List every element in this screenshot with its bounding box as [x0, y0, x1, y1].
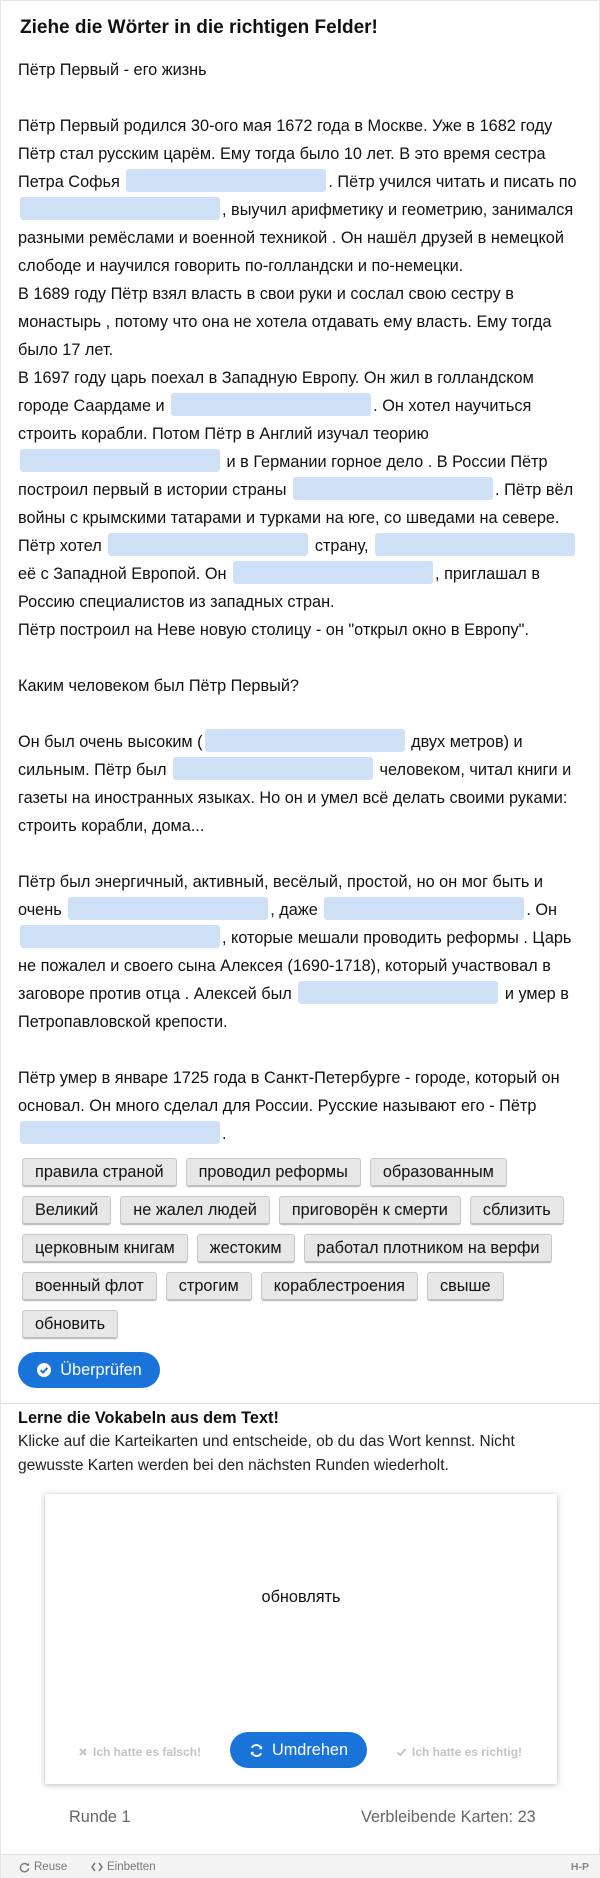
reuse-icon [19, 1862, 30, 1873]
text-span: . Пётр вёл войны с крымскими татарами и турками на юге, со шведами на севере. [18, 481, 574, 527]
drop-zone-8[interactable] [233, 561, 433, 584]
footer-bar [1, 1854, 600, 1878]
spacer [18, 84, 586, 112]
text-span: и умер в Петропавловской крепости. [18, 985, 569, 1031]
check-circle-icon [36, 1362, 52, 1378]
word-chip[interactable]: проводил реформы [186, 1158, 361, 1187]
embed-link[interactable] [91, 1861, 156, 1873]
text-span: , выучил арифметику и геометрию, занимался разными ремёслами и военной техникой . Он нашёл друзей в немецкой слободе и научился говорить по-голландски и по-немецки. [18, 201, 574, 275]
text-span: Пётр Первый родился 30-ого мая 1672 года в Москве. Уже в 1682 году Пётр стал русским царём. Ему тогда было 10 лет. В это время сестра Петра Софья [18, 117, 553, 191]
word-chip[interactable]: работал плотником на верфи [304, 1234, 553, 1263]
spacer [18, 644, 586, 672]
paragraph-1689: В 1689 году Пётр взял власть в свои руки и сослал свою сестру в монастырь , потому что она не хотела отдавать ему власть. Ему тогда было 17 лет. [18, 285, 552, 359]
flip-button[interactable] [230, 1732, 367, 1768]
text-span: , даже [270, 901, 318, 919]
spacer [18, 840, 586, 868]
drop-zone-6[interactable] [108, 533, 308, 556]
right-button[interactable] [396, 1745, 522, 1759]
flip-button-label: Umdrehen [271, 1740, 349, 1759]
word-chip[interactable]: правила страной [22, 1158, 177, 1187]
drop-zone-3[interactable] [171, 393, 371, 416]
flashcard-word: обновлять [261, 1588, 341, 1606]
word-bank [18, 1158, 588, 1339]
drop-zone-5[interactable] [293, 477, 493, 500]
reuse-label: Reuse [34, 1861, 68, 1873]
paragraph-reform [18, 532, 586, 616]
word-chip[interactable]: жестоким [197, 1234, 295, 1263]
word-chip[interactable]: приговорён к смерти [279, 1196, 461, 1225]
section-divider [1, 1403, 600, 1404]
wrong-button[interactable] [78, 1745, 201, 1759]
text-span: . Он [526, 901, 558, 919]
drop-zone-7[interactable] [375, 533, 575, 556]
drop-zone-11[interactable] [68, 897, 268, 920]
text-span: и в Германии горное дело . В России Пётр построил первый в истории страны [18, 453, 548, 499]
cross-icon [78, 1747, 88, 1757]
drop-zone-10[interactable] [173, 757, 373, 780]
text-span: В 1697 году царь поехал в Западную Европу. Он жил в голландском городе Саардаме и [18, 369, 534, 415]
refresh-icon [249, 1743, 264, 1758]
text-span: . Пётр учился читать и писать по [328, 173, 577, 191]
drop-zone-2[interactable] [20, 197, 220, 220]
reuse-link[interactable] [19, 1861, 67, 1873]
checkmark-icon [396, 1747, 407, 1757]
drop-zone-14[interactable] [298, 981, 498, 1004]
question-heading: Каким человеком был Пётр Первый? [18, 677, 299, 695]
drop-zone-12[interactable] [324, 897, 524, 920]
spacer [18, 1036, 586, 1064]
word-chip[interactable]: сблизить [470, 1196, 564, 1225]
paragraph-life [18, 112, 586, 280]
spacer [18, 700, 586, 728]
exercise-title: Ziehe die Wörter in die richtigen Felder! [20, 17, 378, 38]
embed-label: Einbetten [107, 1861, 156, 1873]
remaining-cards: Verbleibende Karten: 23 [361, 1808, 536, 1826]
flashcard[interactable] [45, 1494, 557, 1784]
text-span: человеком, читал книги и газеты на иностранных языках. Но он и умел всё делать своими руками: строить корабли, дома... [18, 761, 572, 835]
paragraph-1697 [18, 364, 586, 532]
exercise-text [18, 56, 586, 1148]
text-span: Пётр хотел [18, 537, 102, 555]
code-icon [91, 1862, 103, 1872]
right-button-label: Ich hatte es richtig! [412, 1745, 523, 1759]
drop-zone-4[interactable] [20, 449, 220, 472]
word-chip[interactable]: строгим [166, 1272, 252, 1301]
word-chip[interactable]: военный флот [22, 1272, 157, 1301]
text-span: , приглашал в Россию специалистов из западных стран. [18, 565, 540, 611]
wrong-button-label: Ich hatte es falsch! [93, 1745, 202, 1759]
word-chip[interactable]: кораблестроения [261, 1272, 418, 1301]
text-heading: Пётр Первый - его жизнь [18, 61, 207, 79]
text-span: Пётр был энергичный, активный, весёлый, простой, но он мог быть и очень [18, 873, 544, 919]
text-span: двух метров) и сильным. Пётр был [18, 733, 523, 779]
paragraph-death [18, 1064, 586, 1148]
word-chip[interactable]: обновить [22, 1310, 118, 1339]
text-span: страну, [314, 537, 369, 555]
drop-zone-15[interactable] [20, 1121, 220, 1144]
paragraph-temper [18, 868, 586, 1036]
drop-zone-9[interactable] [205, 729, 405, 752]
text-span: , которые мешали проводить реформы . Царь не пожалел и своего сына Алексея (1690-1718), который участвовал в заговоре против отца . Алексей был [18, 929, 572, 1003]
text-span: . Он хотел научиться строить корабли. Потом Пётр в Англий изучал теорию [18, 397, 532, 443]
vocab-title: Lerne die Vokabeln aus dem Text! [18, 1409, 279, 1427]
drop-zone-13[interactable] [20, 925, 220, 948]
paragraph-character [18, 728, 586, 840]
text-span: . [222, 1125, 227, 1143]
word-chip[interactable]: церковным книгам [22, 1234, 188, 1263]
h5p-logo[interactable]: H-P [570, 1861, 589, 1873]
word-chip[interactable]: образованным [370, 1158, 507, 1187]
word-chip[interactable]: Великий [22, 1196, 111, 1225]
check-button[interactable] [18, 1352, 160, 1388]
drop-zone-1[interactable] [126, 169, 326, 192]
word-chip[interactable]: свыше [427, 1272, 504, 1301]
text-span: её с Западной Европой. Он [18, 565, 227, 583]
word-chip[interactable]: не жалел людей [120, 1196, 270, 1225]
paragraph-capital: Пётр построил на Неве новую столицу - он "открыл окно в Европу". [18, 621, 529, 639]
text-span: Он был очень высоким ( [18, 733, 203, 751]
vocab-description: Klicke auf die Karteikarten und entscheide, ob du das Wort kennst. Nicht gewusste Karten werden bei den nächsten Runden wiederholt. [18, 1433, 515, 1474]
round-counter: Runde 1 [69, 1808, 131, 1826]
text-span: Пётр умер в январе 1725 года в Санкт-Петербурге - городе, который он основал. Он много сделал для России. Русские называют его - Пётр [18, 1069, 560, 1115]
check-button-label: Überprüfen [60, 1360, 142, 1379]
